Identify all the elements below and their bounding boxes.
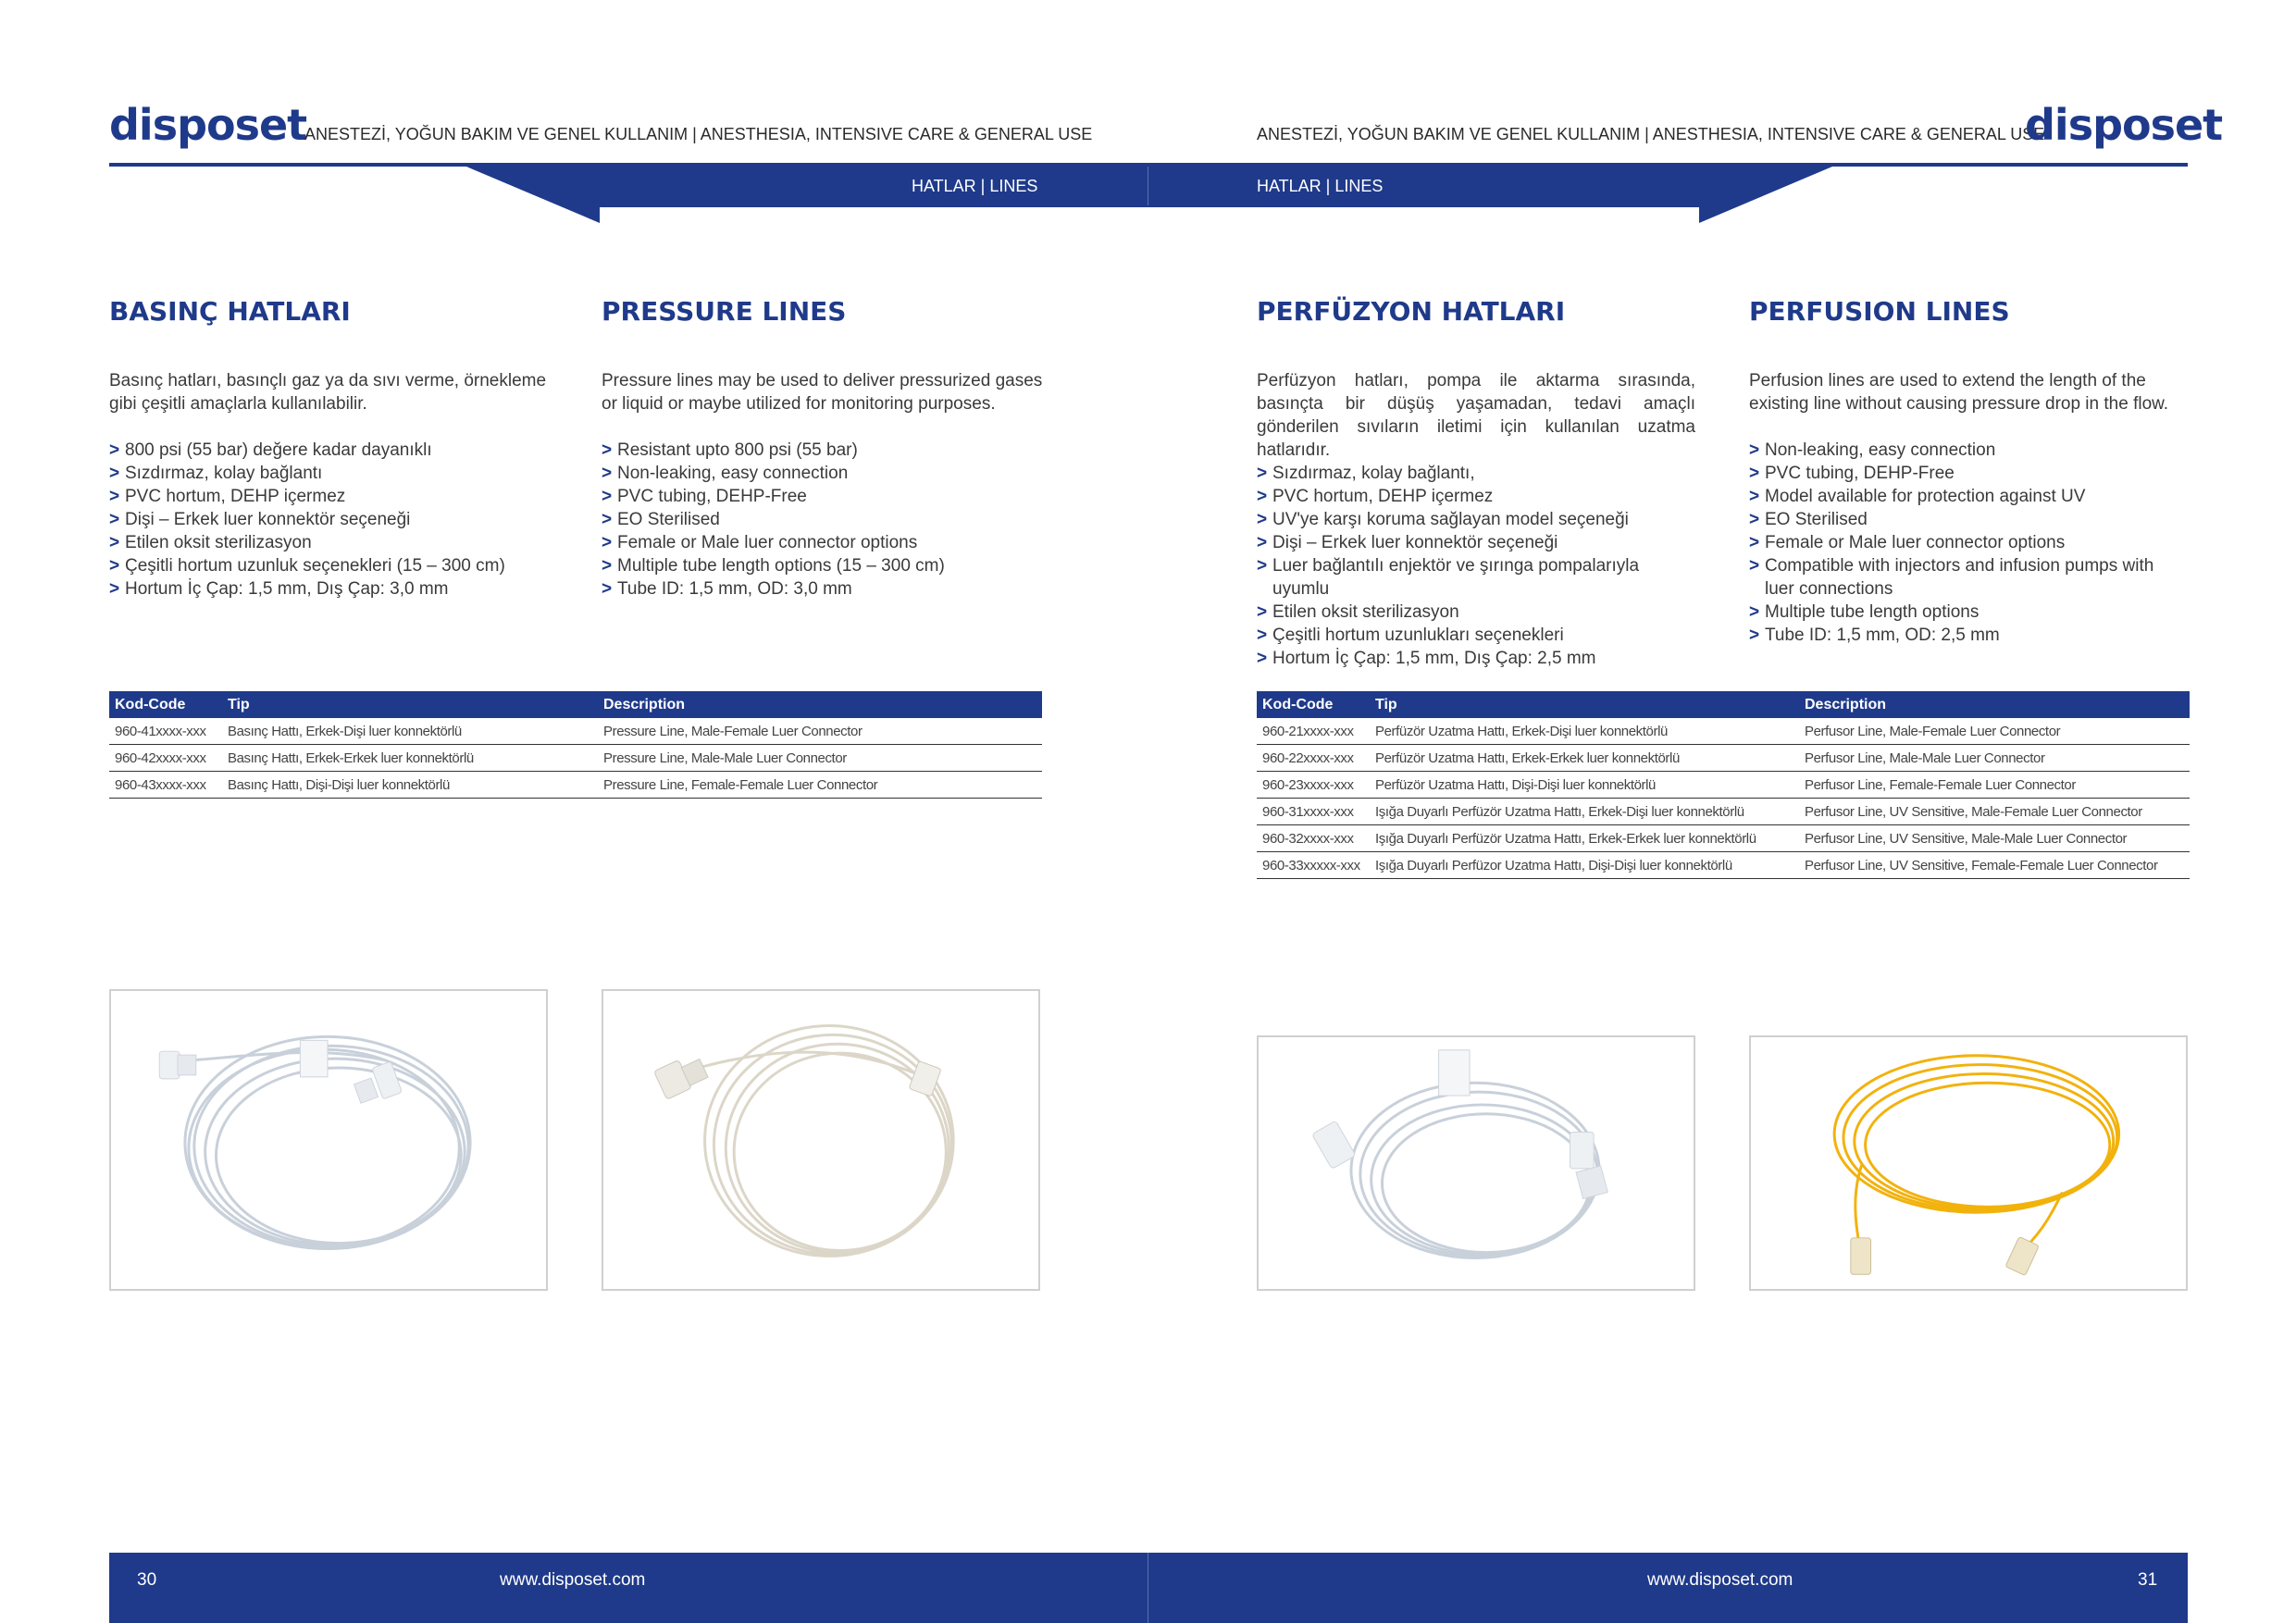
section-label-left: HATLAR | LINES (912, 177, 1038, 195)
website-link-left[interactable]: www.disposet.com (500, 1570, 646, 1590)
table-cell-tip: Perfüzör Uzatma Hattı, Dişi-Dişi luer konnektörlü (1370, 772, 1799, 799)
list-item: > Hortum İç Çap: 1,5 mm, Dış Çap: 2,5 mm (1257, 647, 1699, 670)
list-item: > Çeşitli hortum uzunluk seçenekleri (15 – 300 cm) (109, 554, 552, 577)
footer-band (109, 1553, 2188, 1623)
table-cell-code: 960-43xxxx-xxx (109, 772, 222, 799)
list-item: > Model available for protection against UV (1749, 485, 2188, 508)
page-number-right: 31 (2138, 1570, 2158, 1590)
table-cell-code: 960-33xxxxx-xxx (1257, 852, 1370, 879)
title-perfuzyon-hatlari: PERFÜZYON HATLARI (1257, 296, 1566, 327)
list-item: > Non-leaking, easy connection (602, 462, 1044, 485)
table-header-row (1257, 691, 2190, 718)
table-cell-description: Perfusor Line, Male-Male Luer Connector (1799, 745, 2190, 772)
table-header-row (109, 691, 1042, 718)
list-item: > 800 psi (55 bar) değere kadar dayanıklı (109, 439, 552, 462)
table-row (1257, 799, 2190, 825)
list-item: > Dişi – Erkek luer konnektör seçeneği (109, 508, 552, 531)
disposet-logo-left: disposet (109, 100, 307, 150)
list-item: > UV'ye karşı koruma sağlayan model seçeneği (1257, 508, 1699, 531)
table-cell-code: 960-22xxxx-xxx (1257, 745, 1370, 772)
website-link-right[interactable]: www.disposet.com (1647, 1570, 1793, 1590)
table-cell-description: Perfusor Line, Male-Female Luer Connector (1799, 718, 2190, 745)
product-image-pressure-line-1 (109, 989, 548, 1291)
list-item: > Non-leaking, easy connection (1749, 439, 2188, 462)
table-row (1257, 825, 2190, 852)
perfusion-lines-table (1257, 691, 2190, 879)
intro-tr-right: Perfüzyon hatları, pompa ile aktarma sırasında, basınçta bir düşüş yaşamadan, tedavi amaçlı gönderilen sıvıların iletimi için kullanılan uzatma hatlarıdır. (1257, 371, 1695, 460)
table-cell-tip: Basınç Hattı, Erkek-Erkek luer konnektörlü (222, 745, 598, 772)
list-item: > Luer bağlantılı enjektör ve şırınga pompalarıyla uyumlu (1257, 554, 1699, 601)
list-item: > Etilen oksit sterilizasyon (1257, 601, 1699, 624)
list-item: > Multiple tube length options (1749, 601, 2188, 624)
bullet-list-tr-right (1257, 462, 1699, 670)
table-cell-description: Perfusor Line, Female-Female Luer Connector (1799, 772, 2190, 799)
list-item: > PVC tubing, DEHP-Free (602, 485, 1044, 508)
bullet-list-en-right (1749, 439, 2188, 647)
table-cell-description: Pressure Line, Female-Female Luer Connector (598, 772, 1042, 799)
table-cell-tip: Perfüzör Uzatma Hattı, Erkek-Erkek luer konnektörlü (1370, 745, 1799, 772)
page-number-left: 30 (137, 1570, 157, 1590)
table-row (1257, 772, 2190, 799)
list-item: > PVC hortum, DEHP içermez (109, 485, 552, 508)
disposet-logo-right: disposet (2025, 100, 2223, 150)
list-item: > PVC tubing, DEHP-Free (1749, 462, 2188, 485)
section-label-right: HATLAR | LINES (1257, 177, 1384, 195)
intro-en-right: Perfusion lines are used to extend the length of the existing line without causing pressure drop in the flow. (1749, 371, 2169, 414)
list-item: > Sızdırmaz, kolay bağlantı (109, 462, 552, 485)
table-cell-description: Pressure Line, Male-Male Luer Connector (598, 745, 1042, 772)
product-image-perfusion-line-uv (1749, 1035, 2188, 1291)
column-header: Kod-Code (1257, 691, 1370, 718)
table-cell-description: Perfusor Line, UV Sensitive, Female-Female Luer Connector (1799, 852, 2190, 879)
list-item: > EO Sterilised (1749, 508, 2188, 531)
title-perfusion-lines: PERFUSION LINES (1749, 296, 2010, 327)
header-band (0, 0, 2296, 231)
list-item: > Tube ID: 1,5 mm, OD: 2,5 mm (1749, 624, 2188, 647)
header-category-left: ANESTEZİ, YOĞUN BAKIM VE GENEL KULLANIM | ANESTHESIA, INTENSIVE CARE & GENERAL USE (304, 125, 1093, 143)
table-row (1257, 852, 2190, 879)
table-cell-tip: Işığa Duyarlı Perfüzör Uzatma Hattı, Erkek-Dişi luer konnektörlü (1370, 799, 1799, 825)
title-basinc-hatlari: BASINÇ HATLARI (109, 296, 351, 327)
intro-tr-left: Basınç hatları, basınçlı gaz ya da sıvı verme, örnekleme gibi çeşitli amaçlarla kullanılabilir. (109, 371, 547, 414)
table-cell-tip: Basınç Hattı, Dişi-Dişi luer konnektörlü (222, 772, 598, 799)
list-item: > Etilen oksit sterilizasyon (109, 531, 552, 554)
list-item: > Tube ID: 1,5 mm, OD: 3,0 mm (602, 577, 1044, 601)
table-cell-description: Perfusor Line, UV Sensitive, Male-Female Luer Connector (1799, 799, 2190, 825)
table-row (109, 772, 1042, 799)
pressure-lines-table (109, 691, 1042, 799)
list-item: > Çeşitli hortum uzunlukları seçenekleri (1257, 624, 1699, 647)
header-category-right: ANESTEZİ, YOĞUN BAKIM VE GENEL KULLANIM | ANESTHESIA, INTENSIVE CARE & GENERAL USE (1257, 125, 2045, 143)
table-row (1257, 745, 2190, 772)
column-header: Description (598, 691, 1042, 718)
table-row (109, 718, 1042, 745)
title-pressure-lines: PRESSURE LINES (602, 296, 847, 327)
column-header: Kod-Code (109, 691, 222, 718)
list-item: > Resistant upto 800 psi (55 bar) (602, 439, 1044, 462)
table-cell-tip: Işığa Duyarlı Perfüzör Uzatma Hattı, Erkek-Erkek luer konnektörlü (1370, 825, 1799, 852)
bullet-list-tr-left (109, 439, 552, 601)
list-item: > EO Sterilised (602, 508, 1044, 531)
table-cell-tip: Işığa Duyarlı Perfüzor Uzatma Hattı, Dişi-Dişi luer konnektörlü (1370, 852, 1799, 879)
list-item: > PVC hortum, DEHP içermez (1257, 485, 1699, 508)
table-cell-tip: Basınç Hattı, Erkek-Dişi luer konnektörlü (222, 718, 598, 745)
intro-en-left: Pressure lines may be used to deliver pressurized gases or liquid or maybe utilized for monitoring purposes. (602, 371, 1043, 414)
table-row (1257, 718, 2190, 745)
list-item: > Female or Male luer connector options (602, 531, 1044, 554)
list-item: > Multiple tube length options (15 – 300 cm) (602, 554, 1044, 577)
table-cell-description: Pressure Line, Male-Female Luer Connector (598, 718, 1042, 745)
list-item: > Dişi – Erkek luer konnektör seçeneği (1257, 531, 1699, 554)
table-cell-code: 960-31xxxx-xxx (1257, 799, 1370, 825)
table-row (109, 745, 1042, 772)
column-header: Description (1799, 691, 2190, 718)
column-header: Tip (1370, 691, 1799, 718)
table-cell-code: 960-21xxxx-xxx (1257, 718, 1370, 745)
table-cell-code: 960-41xxxx-xxx (109, 718, 222, 745)
table-cell-description: Perfusor Line, UV Sensitive, Male-Male Luer Connector (1799, 825, 2190, 852)
column-header: Tip (222, 691, 598, 718)
table-cell-code: 960-23xxxx-xxx (1257, 772, 1370, 799)
product-image-pressure-line-2 (602, 989, 1040, 1291)
list-item: > Sızdırmaz, kolay bağlantı, (1257, 462, 1699, 485)
table-cell-code: 960-32xxxx-xxx (1257, 825, 1370, 852)
product-image-perfusion-line-1 (1257, 1035, 1695, 1291)
list-item: > Hortum İç Çap: 1,5 mm, Dış Çap: 3,0 mm (109, 577, 552, 601)
table-cell-code: 960-42xxxx-xxx (109, 745, 222, 772)
list-item: > Compatible with injectors and infusion pumps with luer connections (1749, 554, 2188, 601)
list-item: > Female or Male luer connector options (1749, 531, 2188, 554)
table-cell-tip: Perfüzör Uzatma Hattı, Erkek-Dişi luer konnektörlü (1370, 718, 1799, 745)
bullet-list-en-left (602, 439, 1044, 601)
